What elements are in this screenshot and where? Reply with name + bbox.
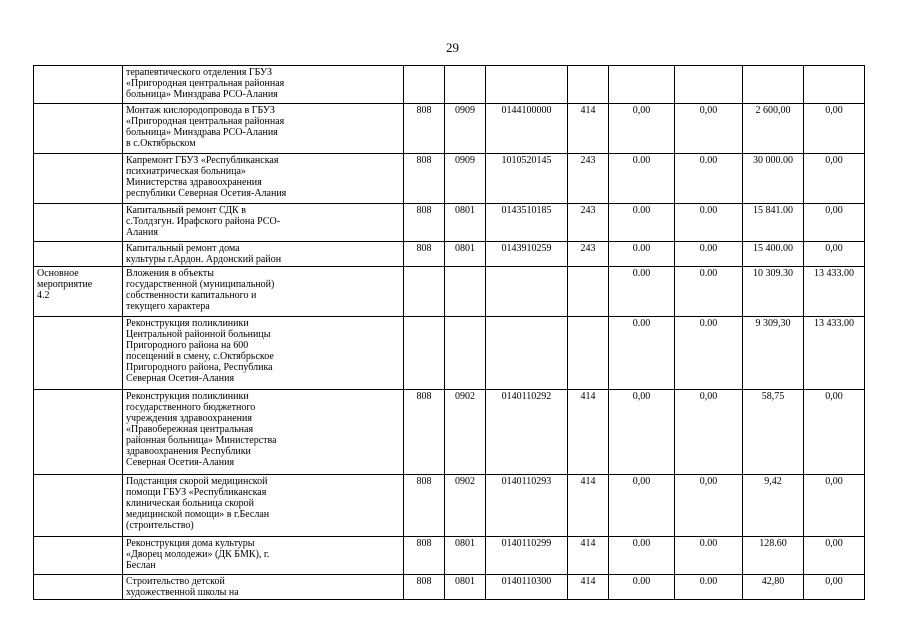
description-line: Пригородного района на 600 — [126, 340, 249, 351]
table-row — [34, 475, 865, 537]
value-cell-4: 0,00 — [804, 537, 865, 575]
value-cell-4: 0,00 — [804, 390, 865, 475]
description-line: государственного бюджетного — [126, 402, 256, 413]
target-article-cell: 0140110293 — [486, 475, 568, 537]
event-cell — [34, 317, 123, 390]
value-cell-3: 30 000.00 — [743, 154, 804, 204]
expense-type-cell: 243 — [568, 154, 609, 204]
description-line: Капитальный ремонт дома — [126, 243, 240, 254]
description-line: Реконструкция поликлиники — [126, 318, 249, 329]
description-line: Центральной районной больницы — [126, 329, 271, 340]
target-article-cell: 0143510185 — [486, 204, 568, 242]
value-cell-3: 15 400.00 — [743, 242, 804, 267]
value-cell-2: 0.00 — [675, 267, 743, 317]
description-line: Алания — [126, 227, 158, 238]
description-line: Капремонт ГБУЗ «Республиканская — [126, 155, 279, 166]
event-cell — [34, 537, 123, 575]
value-cell-2: 0.00 — [675, 204, 743, 242]
value-cell-3: 128.60 — [743, 537, 804, 575]
description-cell — [123, 66, 404, 104]
description-line: медицинской помощи» в г.Беслан — [126, 509, 270, 520]
section-cell — [445, 267, 486, 317]
value-cell-2: 0.00 — [675, 317, 743, 390]
value-cell-3: 10 309.30 — [743, 267, 804, 317]
description-line: (строительство) — [126, 520, 194, 531]
description-line: Строительство детской — [126, 576, 225, 587]
table-row — [34, 390, 865, 475]
budget-table — [33, 65, 865, 600]
section-cell: 0801 — [445, 242, 486, 267]
value-cell-1: 0.00 — [609, 267, 675, 317]
description-line: «Правобережная центральная — [126, 424, 254, 435]
section-cell: 0801 — [445, 575, 486, 600]
description-cell — [123, 154, 404, 204]
table-row — [34, 66, 865, 104]
event-line: 4.2 — [37, 290, 50, 301]
description-line: больница» Минздрава РСО-Алания — [126, 127, 278, 138]
description-line: психиатрическая больница» — [126, 166, 246, 177]
expense-type-cell: 414 — [568, 390, 609, 475]
value-cell-4: 0,00 — [804, 575, 865, 600]
description-line: культуры г.Ардон. Ардонский район — [126, 254, 282, 265]
description-line: Монтаж кислородопровода в ГБУЗ — [126, 105, 275, 116]
description-cell — [123, 390, 404, 475]
description-line: Северная Осетия-Алания — [126, 457, 235, 468]
value-cell-1: 0,00 — [609, 475, 675, 537]
description-cell — [123, 317, 404, 390]
event-cell — [34, 66, 123, 104]
page-number: 29 — [446, 40, 459, 55]
expense-type-cell: 414 — [568, 575, 609, 600]
description-line: терапевтического отделения ГБУЗ — [126, 67, 272, 78]
description-line: Реконструкция дома культуры — [126, 538, 255, 549]
event-cell — [34, 104, 123, 154]
description-line: с.Толдзгун. Ирафского района РСО- — [126, 216, 281, 227]
value-cell-2 — [675, 66, 743, 104]
expense-type-cell: 414 — [568, 475, 609, 537]
grbs-cell — [404, 66, 445, 104]
table-row — [34, 537, 865, 575]
value-cell-2: 0.00 — [675, 537, 743, 575]
grbs-cell: 808 — [404, 390, 445, 475]
description-line: «Пригородная центральная районная — [126, 116, 285, 127]
section-cell: 0902 — [445, 475, 486, 537]
description-line: здравоохранения Республики — [126, 446, 251, 457]
target-article-cell — [486, 66, 568, 104]
value-cell-4: 0,00 — [804, 154, 865, 204]
event-cell — [34, 390, 123, 475]
expense-type-cell: 243 — [568, 242, 609, 267]
description-line: Беслан — [126, 560, 156, 571]
value-cell-2: 0,00 — [675, 390, 743, 475]
value-cell-2: 0.00 — [675, 242, 743, 267]
table-row — [34, 242, 865, 267]
description-cell — [123, 575, 404, 600]
value-cell-3: 42,80 — [743, 575, 804, 600]
description-cell — [123, 104, 404, 154]
value-cell-1: 0.00 — [609, 154, 675, 204]
value-cell-3: 9,42 — [743, 475, 804, 537]
description-cell — [123, 242, 404, 267]
value-cell-4: 13 433.00 — [804, 317, 865, 390]
grbs-cell: 808 — [404, 575, 445, 600]
value-cell-3: 58,75 — [743, 390, 804, 475]
table-row — [34, 154, 865, 204]
value-cell-1: 0,00 — [609, 390, 675, 475]
section-cell: 0909 — [445, 104, 486, 154]
value-cell-1: 0.00 — [609, 575, 675, 600]
description-line: республики Северная Осетия-Алания — [126, 188, 287, 199]
section-cell: 0801 — [445, 204, 486, 242]
description-cell — [123, 537, 404, 575]
description-line: районная больница» Министерства — [126, 435, 277, 446]
value-cell-1: 0.00 — [609, 537, 675, 575]
expense-type-cell: 414 — [568, 104, 609, 154]
description-line: больница» Минздрава РСО-Алания — [126, 89, 278, 100]
description-line: клиническая больница скорой — [126, 498, 254, 509]
description-line: Министерства здравоохранения — [126, 177, 262, 188]
value-cell-3: 15 841.00 — [743, 204, 804, 242]
grbs-cell: 808 — [404, 475, 445, 537]
table-row — [34, 317, 865, 390]
table-row — [34, 575, 865, 600]
description-line: текущего характера — [126, 301, 210, 312]
value-cell-3 — [743, 66, 804, 104]
value-cell-4: 0,00 — [804, 204, 865, 242]
value-cell-1: 0.00 — [609, 242, 675, 267]
expense-type-cell: 243 — [568, 204, 609, 242]
description-line: посещений в смену, с.Октябрьское — [126, 351, 274, 362]
grbs-cell: 808 — [404, 242, 445, 267]
description-cell — [123, 267, 404, 317]
target-article-cell: 0140110300 — [486, 575, 568, 600]
section-cell — [445, 317, 486, 390]
grbs-cell: 808 — [404, 154, 445, 204]
description-line: учреждения здравоохранения — [126, 413, 252, 424]
value-cell-1: 0.00 — [609, 317, 675, 390]
grbs-cell: 808 — [404, 204, 445, 242]
table-row — [34, 104, 865, 154]
value-cell-1: 0,00 — [609, 104, 675, 154]
description-line: государственной (муниципальной) — [126, 279, 275, 290]
description-line: Капитальный ремонт СДК в — [126, 205, 246, 216]
section-cell: 0902 — [445, 390, 486, 475]
value-cell-2: 0.00 — [675, 575, 743, 600]
target-article-cell: 0144100000 — [486, 104, 568, 154]
event-cell — [34, 475, 123, 537]
event-cell — [34, 154, 123, 204]
expense-type-cell — [568, 66, 609, 104]
event-line: мероприятие — [37, 279, 93, 290]
value-cell-3: 9 309,30 — [743, 317, 804, 390]
value-cell-3: 2 600,00 — [743, 104, 804, 154]
grbs-cell: 808 — [404, 537, 445, 575]
grbs-cell — [404, 317, 445, 390]
event-cell — [34, 267, 123, 317]
section-cell — [445, 66, 486, 104]
value-cell-2: 0.00 — [675, 154, 743, 204]
value-cell-1: 0.00 — [609, 204, 675, 242]
table-row — [34, 267, 865, 317]
target-article-cell: 0140110299 — [486, 537, 568, 575]
description-cell — [123, 475, 404, 537]
description-line: Пригородного района, Республика — [126, 362, 273, 373]
value-cell-4: 0,00 — [804, 104, 865, 154]
target-article-cell: 1010520145 — [486, 154, 568, 204]
event-cell — [34, 575, 123, 600]
value-cell-2: 0,00 — [675, 475, 743, 537]
grbs-cell: 808 — [404, 104, 445, 154]
description-line: «Дворец молодежи» (ДК БМК), г. — [126, 549, 270, 560]
description-line: художественной школы на — [126, 587, 239, 598]
target-article-cell: 0140110292 — [486, 390, 568, 475]
description-line: «Пригородная центральная районная — [126, 78, 285, 89]
description-line: в с.Октябрьском — [126, 138, 196, 149]
target-article-cell: 0143910259 — [486, 242, 568, 267]
expense-type-cell — [568, 267, 609, 317]
value-cell-1 — [609, 66, 675, 104]
value-cell-2: 0,00 — [675, 104, 743, 154]
description-cell — [123, 204, 404, 242]
section-cell: 0909 — [445, 154, 486, 204]
grbs-cell — [404, 267, 445, 317]
description-line: Северная Осетия-Алания — [126, 373, 235, 384]
target-article-cell — [486, 317, 568, 390]
value-cell-4: 0,00 — [804, 242, 865, 267]
value-cell-4: 0,00 — [804, 475, 865, 537]
target-article-cell — [486, 267, 568, 317]
description-line: Подстанция скорой медицинской — [126, 476, 268, 487]
event-line: Основное — [37, 268, 79, 279]
event-cell — [34, 204, 123, 242]
event-cell — [34, 242, 123, 267]
value-cell-4 — [804, 66, 865, 104]
expense-type-cell — [568, 317, 609, 390]
description-line: Вложения в объекты — [126, 268, 214, 279]
expense-type-cell: 414 — [568, 537, 609, 575]
value-cell-4: 13 433.00 — [804, 267, 865, 317]
description-line: собственности капитального и — [126, 290, 257, 301]
description-line: Реконструкция поликлиники — [126, 391, 249, 402]
section-cell: 0801 — [445, 537, 486, 575]
description-line: помощи ГБУЗ «Республиканская — [126, 487, 267, 498]
table-row — [34, 204, 865, 242]
